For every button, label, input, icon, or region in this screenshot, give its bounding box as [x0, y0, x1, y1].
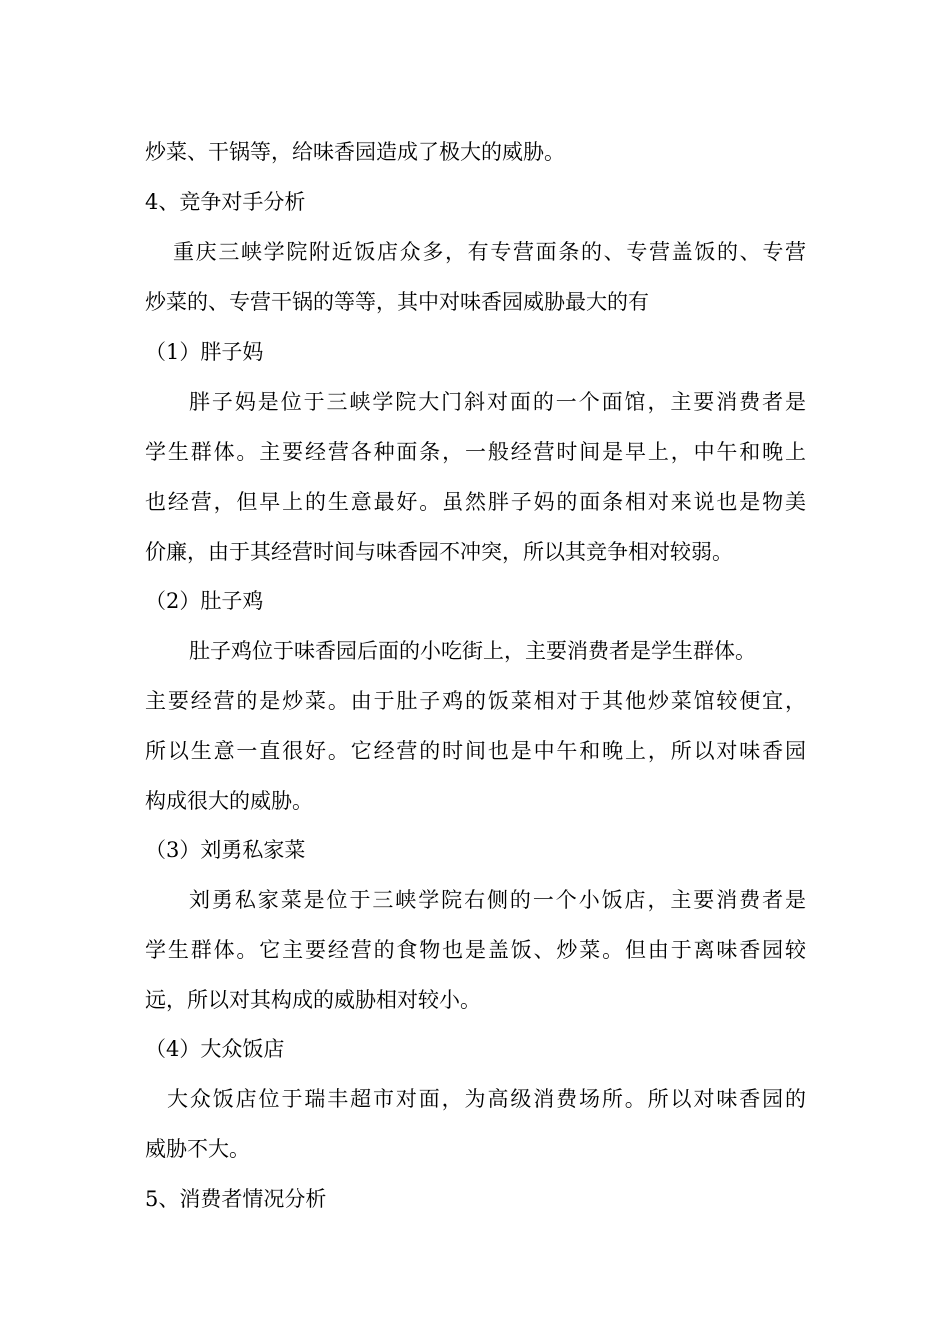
- paragraph-line: 肚子鸡位于味香园后面的小吃街上，主要消费者是学生群体。: [189, 639, 756, 663]
- subsection-heading: （4）大众饭店: [145, 1037, 285, 1061]
- paragraph-line: 胖子妈是位于三峡学院大门斜对面的一个面馆，主要消费者是: [189, 390, 806, 414]
- subsection-heading: （2）肚子鸡: [145, 589, 264, 613]
- paragraph-line: 重庆三峡学院附近饭店众多，有专营面条的、专营盖饭的、专营: [173, 240, 806, 264]
- paragraph-line: 炒菜的、专营干锅的等等，其中对味香园威胁最大的有: [145, 290, 649, 314]
- paragraph-line: 威胁不大。: [145, 1137, 250, 1161]
- paragraph-line: 刘勇私家菜是位于三峡学院右侧的一个小饭店，主要消费者是: [189, 888, 806, 912]
- paragraph-line: 也经营，但早上的生意最好。虽然胖子妈的面条相对来说也是物美: [145, 490, 806, 514]
- section-heading: 4、竞争对手分析: [145, 190, 306, 214]
- paragraph-line: 远，所以对其构成的威胁相对较小。: [145, 988, 481, 1012]
- subsection-heading: （3）刘勇私家菜: [145, 838, 306, 862]
- paragraph-line: 所以生意一直很好。它经营的时间也是中午和晚上，所以对味香园: [145, 739, 806, 763]
- paragraph-line: 学生群体。它主要经营的食物也是盖饭、炒菜。但由于离味香园较: [145, 938, 806, 962]
- paragraph-line: 价廉，由于其经营时间与味香园不冲突，所以其竞争相对较弱。: [145, 540, 733, 564]
- subsection-heading: （1）胖子妈: [145, 340, 264, 364]
- section-heading: 5、消费者情况分析: [145, 1187, 327, 1211]
- paragraph-line: 炒菜、干锅等，给味香园造成了极大的威胁。: [145, 140, 565, 164]
- paragraph-line: 大众饭店位于瑞丰超市对面，为高级消费场所。所以对味香园的: [167, 1087, 806, 1111]
- paragraph-line: 学生群体。主要经营各种面条，一般经营时间是早上，中午和晚上: [145, 440, 806, 464]
- paragraph-line: 主要经营的是炒菜。由于肚子鸡的饭菜相对于其他炒菜馆较便宜，: [145, 689, 806, 713]
- paragraph-line: 构成很大的威胁。: [145, 789, 313, 813]
